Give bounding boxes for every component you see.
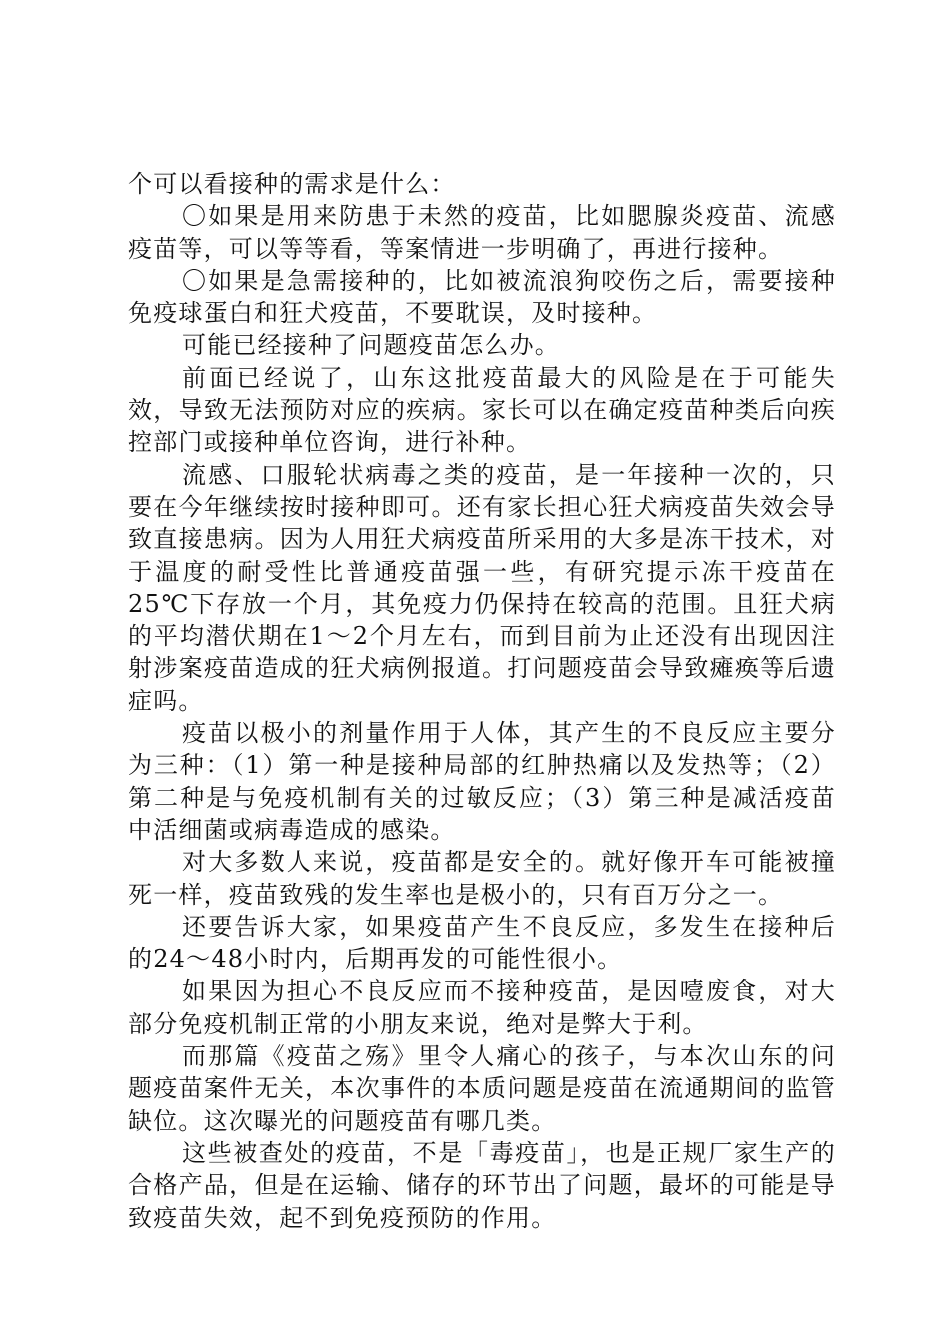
paragraph: 个可以看接种的需求是什么： [128,170,456,198]
paragraph: 〇如果是用来防患于未然的疫苗，比如腮腺炎疫苗、流感疫苗等，可以等等看，等案情进一步明确了，再进行接种。 [128,202,836,263]
paragraph: 〇如果是急需接种的，比如被流浪狗咬伤之后，需要接种免疫球蛋白和狂犬疫苗，不要耽误，及时接种。 [128,266,836,328]
paragraph: 对大多数人来说，疫苗都是安全的。就好像开车可能被撞死一样，疫苗致残的发生率也是极小的，只有百万分之一。 [128,848,836,909]
paragraph: 疫苗以极小的剂量作用于人体，其产生的不良反应主要分为三种：（1）第一种是接种局部的红肿热痛以及发热等；（2）第二种是与免疫机制有关的过敏反应；（3）第三种是减活疫苗中活细菌或病毒造成的感染。 [128,719,836,844]
paragraph: 如果因为担心不良反应而不接种疫苗，是因噎废食，对大部分免疫机制正常的小朋友来说，绝对是弊大于利。 [128,977,836,1038]
paragraph: 流感、口服轮状病毒之类的疫苗，是一年接种一次的，只要在今年继续按时接种即可。还有家长担心狂犬病疫苗失效会导致直接患病。因为人用狂犬病疫苗所采用的大多是冻干技术，对于温度的耐受性比普通疫苗强一些，有研究提示冻干疫苗在25℃下存放一个月，其免疫力仍保持在较高的范围。且狂犬病的平均潜伏期在1～2个月左右，而到目前为止还没有出现因注射涉案疫苗造成的狂犬病例报道。打问题疫苗会导致瘫痪等后遗症吗。 [128,460,836,715]
document-body [128,168,836,1234]
paragraph: 前面已经说了，山东这批疫苗最大的风险是在于可能失效，导致无法预防对应的疾病。家长可以在确定疫苗种类后向疾控部门或接种单位咨询，进行补种。 [128,363,836,457]
paragraph: 这些被查处的疫苗，不是「毒疫苗」，也是正规厂家生产的合格产品，但是在运输、储存的环节出了问题，最坏的可能是导致疫苗失效，起不到免疫预防的作用。 [128,1138,836,1232]
paragraph: 还要告诉大家，如果疫苗产生不良反应，多发生在接种后的24～48小时内，后期再发的可能性很小。 [128,912,836,974]
paragraph: 而那篇《疫苗之殇》里令人痛心的孩子，与本次山东的问题疫苗案件无关，本次事件的本质问题是疫苗在流通期间的监管缺位。这次曝光的问题疫苗有哪几类。 [128,1042,836,1135]
paragraph: 可能已经接种了问题疫苗怎么办。 [182,331,560,360]
